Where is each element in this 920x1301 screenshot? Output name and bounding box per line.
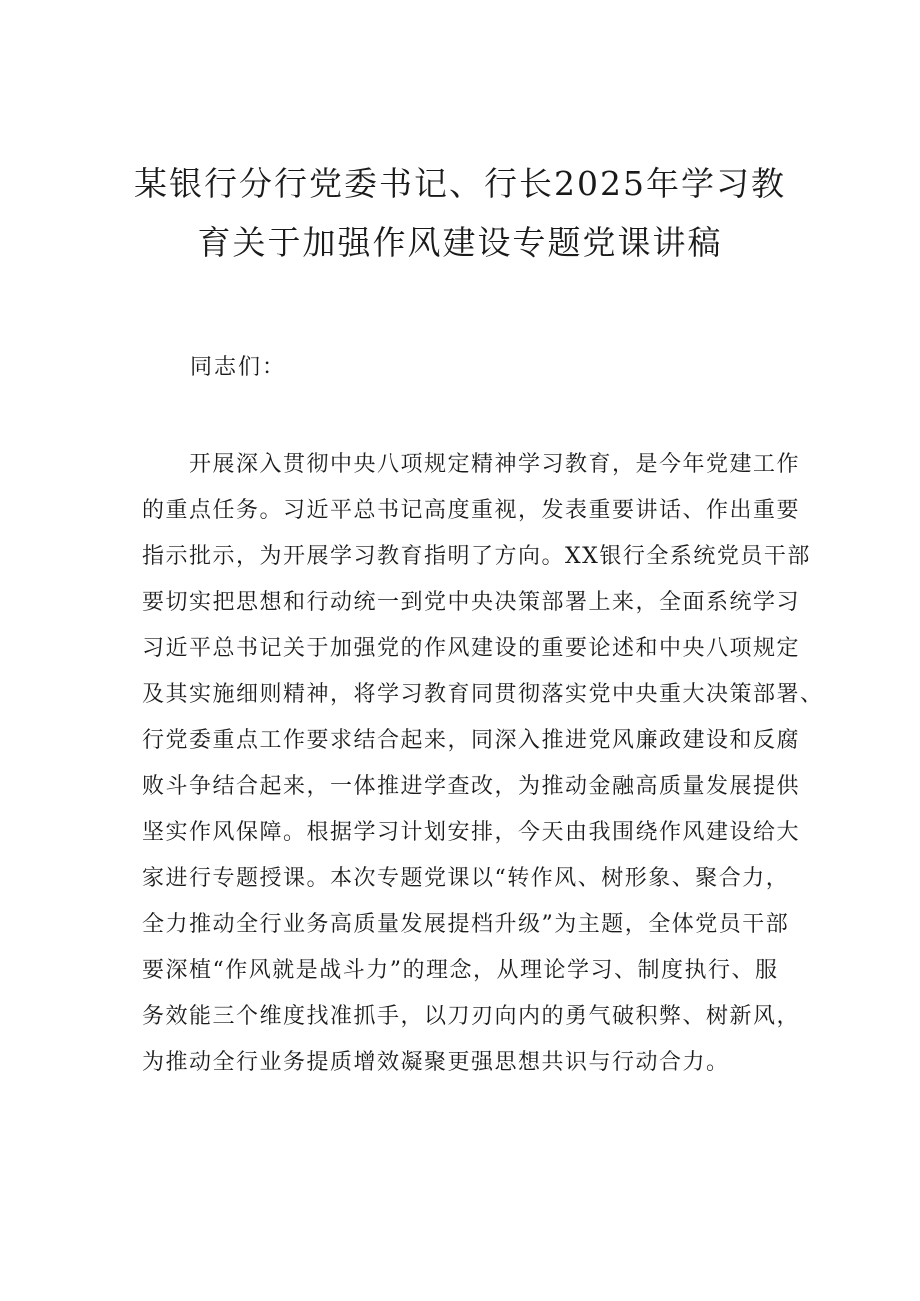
paragraph-line: 指示批示，为开展学习教育指明了方向。XX银行全系统党员干部 [142,544,811,569]
paragraph-line: 务效能三个维度找准抓手，以刀刃向内的勇气破积弊、树新风， [142,1004,801,1029]
paragraph-line: 及其实施细则精神，将学习教育同贯彻落实党中央重大决策部署、 [142,682,824,707]
paragraph-line: 开展深入贯彻中央八项规定精神学习教育，是今年党建工作 [142,452,801,477]
paragraph-line: 习近平总书记关于加强党的作风建设的重要论述和中央八项规定 [142,636,801,661]
paragraph-line: 行党委重点工作要求结合起来，同深入推进党风廉政建设和反腐 [142,728,801,753]
paragraph-line: 全力推动全行业务高质量发展提档升级”为主题，全体党员干部 [142,912,790,937]
paragraph-line: 为推动全行业务提质增效凝聚更强思想共识与行动合力。 [142,1050,730,1075]
paragraph-line: 要切实把思想和行动统一到党中央决策部署上来，全面系统学习 [142,590,801,615]
paragraph-line: 家进行专题授课。本次专题党课以“转作风、树形象、聚合力， [142,866,790,891]
paragraph-line: 坚实作风保障。根据学习计划安排，今天由我围绕作风建设给大 [142,820,801,845]
paragraph-line: 要深植“作风就是战斗力”的理念，从理论学习、制度执行、服 [142,958,779,983]
paragraph-line: 败斗争结合起来，一体推进学查改，为推动金融高质量发展提供 [142,774,801,799]
salutation: 同志们： [190,355,287,380]
paragraph-line: 的重点任务。习近平总书记高度重视，发表重要讲话、作出重要 [142,498,801,523]
document-title-line-2: 育关于加强作风建设专题党课讲稿 [197,223,723,262]
document-title-line-1: 某银行分行党委书记、行长2025年学习教 [134,164,786,203]
